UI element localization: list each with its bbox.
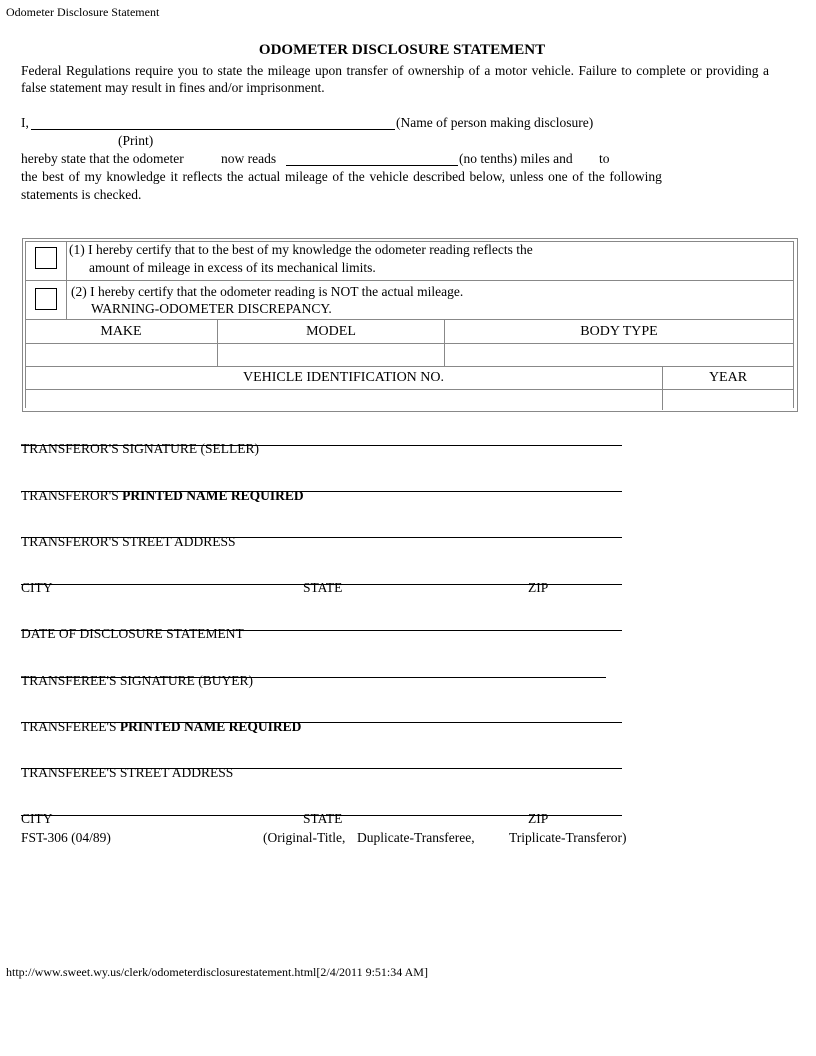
copies-original: (Original-Title, xyxy=(263,830,346,845)
transferor-city-label: CITY xyxy=(21,580,53,595)
form-number: FST-306 (04/89) xyxy=(21,830,111,845)
transferor-address-label: TRANSFEROR'S STREET ADDRESS xyxy=(21,534,236,549)
body-type-header: BODY TYPE xyxy=(580,324,658,339)
body-type-input[interactable] xyxy=(446,344,792,365)
i-prefix: I, xyxy=(21,115,29,130)
year-header: YEAR xyxy=(708,370,748,385)
certify-2-line2: WARNING-ODOMETER DISCREPANCY. xyxy=(91,301,332,316)
print-label: (Print) xyxy=(118,133,154,148)
transferee-city-label: CITY xyxy=(21,811,53,826)
model-input[interactable] xyxy=(219,344,443,365)
vin-input[interactable] xyxy=(26,390,661,409)
transferor-zip-label: ZIP xyxy=(528,580,549,595)
year-input[interactable] xyxy=(664,390,792,409)
date-label: DATE OF DISCLOSURE STATEMENT xyxy=(21,626,244,641)
vin-header: VEHICLE IDENTIFICATION NO. xyxy=(242,370,445,385)
statement-line2-a: hereby state that the odometer xyxy=(21,151,184,166)
statement-line2-d: to xyxy=(599,151,610,166)
statement-line2-c: (no tenths) miles and xyxy=(459,151,573,166)
table-rule xyxy=(793,241,794,408)
certify-1-line1: (1) I hereby certify that to the best of my knowledge the odometer reading reflects the xyxy=(69,242,533,257)
table-rule xyxy=(25,366,794,367)
transferee-printed-prefix: TRANSFEREE'S xyxy=(21,719,117,734)
transferor-printed-required: PRINTED NAME REQUIRED xyxy=(122,488,304,503)
transferee-address-label: TRANSFEREE'S STREET ADDRESS xyxy=(21,765,234,780)
table-rule xyxy=(25,319,794,320)
transferor-state-label: STATE xyxy=(303,580,343,595)
page-url: http://www.sweet.wy.us/clerk/odometerdisclosurestatement.html[2/4/2011 9:51:34 AM] xyxy=(6,965,428,979)
transferor-printed-prefix: TRANSFEROR'S xyxy=(21,488,119,503)
transferor-printed-label xyxy=(21,488,304,504)
certify-1-checkbox[interactable] xyxy=(35,247,57,269)
transferee-printed-required: PRINTED NAME REQUIRED xyxy=(119,719,302,734)
transferee-state-label: STATE xyxy=(303,811,343,826)
name-label: (Name of person making disclosure) xyxy=(396,115,594,130)
intro-paragraph: Federal Regulations require you to state the mileage upon transfer of ownership of a motor vehicle. Failure to complete or providing a false statement may result in fines and/or imprisonment. xyxy=(21,63,769,95)
statement-line2-b: now reads xyxy=(221,151,277,166)
table-rule xyxy=(66,241,67,319)
transferee-signature-label: TRANSFEREE'S SIGNATURE (BUYER) xyxy=(21,673,253,688)
page-title: ODOMETER DISCLOSURE STATEMENT xyxy=(258,42,546,58)
browser-header: Odometer Disclosure Statement xyxy=(6,5,160,19)
transferee-printed-label xyxy=(21,719,301,735)
certify-1-line2: amount of mileage in excess of its mechanical limits. xyxy=(89,260,376,275)
statement-line3: the best of my knowledge it reflects the actual mileage of the vehicle described below, unless one of the following xyxy=(21,169,662,184)
transferee-zip-label: ZIP xyxy=(528,811,549,826)
model-header: MODEL xyxy=(306,324,356,339)
table-rule xyxy=(25,280,794,281)
copies-triplicate: Triplicate-Transferor) xyxy=(509,830,627,845)
make-header: MAKE xyxy=(100,324,142,339)
transferor-signature-label: TRANSFEROR'S SIGNATURE (SELLER) xyxy=(21,441,259,456)
name-field[interactable] xyxy=(31,114,395,130)
certify-2-checkbox[interactable] xyxy=(35,288,57,310)
odometer-field[interactable] xyxy=(286,150,458,166)
certify-2-line1: (2) I hereby certify that the odometer reading is NOT the actual mileage. xyxy=(71,284,464,299)
statement-line4: statements is checked. xyxy=(21,187,142,202)
copies-duplicate: Duplicate-Transferee, xyxy=(357,830,475,845)
make-input[interactable] xyxy=(26,344,216,365)
